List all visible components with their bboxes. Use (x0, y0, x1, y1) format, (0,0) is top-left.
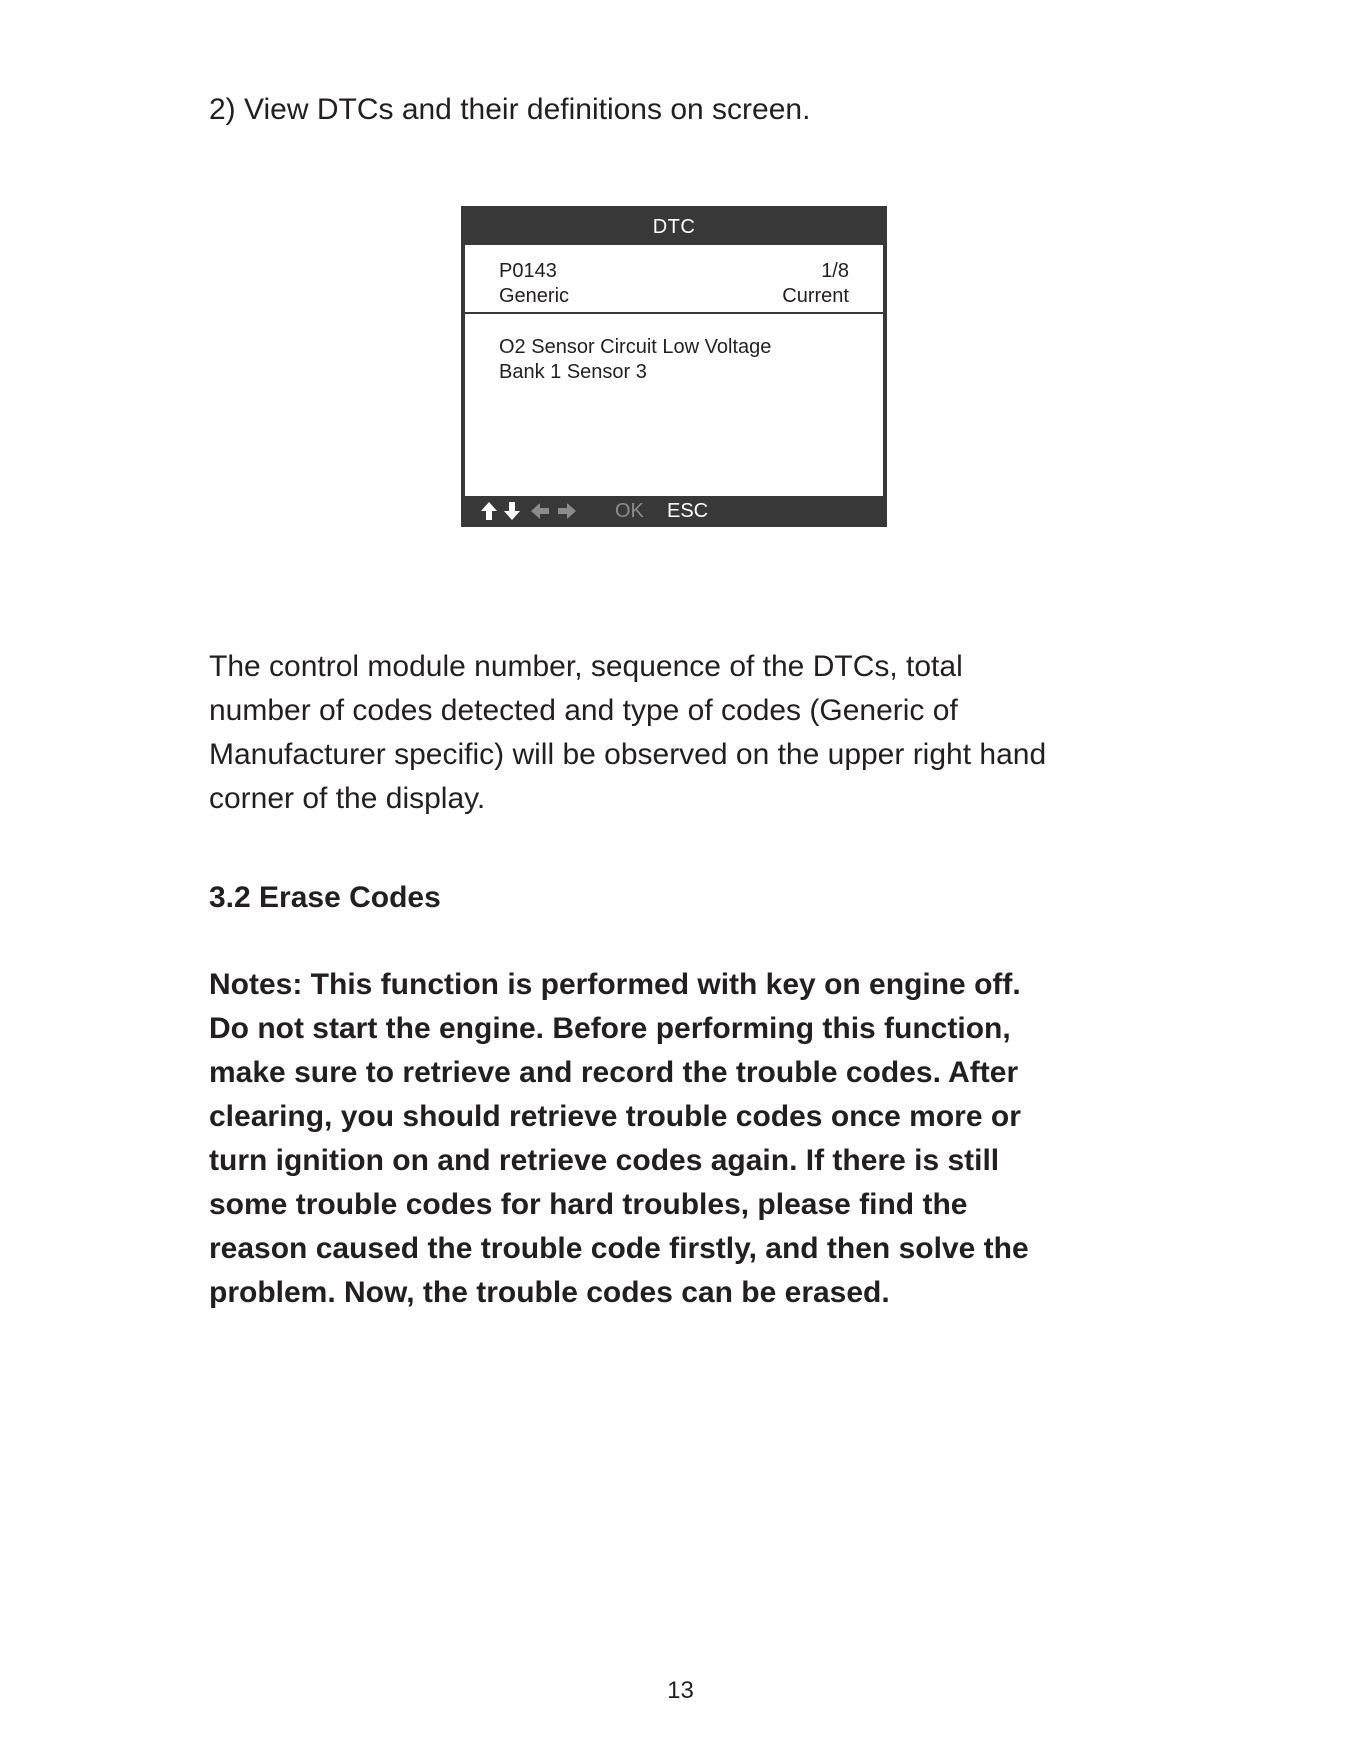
notes-line: some trouble codes for hard troubles, please find the (209, 1188, 968, 1221)
notes-line: Notes: This function is performed with key on engine off. (209, 968, 1021, 1001)
notes-line: problem. Now, the trouble codes can be erased. (209, 1276, 890, 1309)
paragraph-line: number of codes detected and type of codes (Generic of (209, 694, 958, 727)
notes-paragraph (209, 963, 1029, 1315)
screen-title: DTC (652, 216, 696, 238)
screen-footer (461, 496, 887, 527)
intro-text: 2) View DTCs and their definitions on screen. (209, 93, 811, 126)
paragraph-line: The control module number, sequence of the DTCs, total (209, 650, 963, 683)
dtc-definition (499, 335, 863, 385)
definition-line: Bank 1 Sensor 3 (499, 361, 647, 383)
notes-line: Do not start the engine. Before performing this function, (209, 1012, 1011, 1045)
dtc-header-line-1 (499, 258, 849, 284)
definition-line: O2 Sensor Circuit Low Voltage (499, 336, 772, 358)
notes-line: clearing, you should retrieve trouble codes once more or (209, 1100, 1021, 1133)
dtc-status: Current (782, 285, 849, 307)
dtc-header (465, 245, 883, 314)
notes-line: reason caused the trouble code firstly, and then solve the (209, 1232, 1029, 1265)
arrow-left-icon[interactable] (529, 500, 551, 522)
esc-button[interactable]: ESC (667, 500, 709, 522)
notes-line: turn ignition on and retrieve codes again. If there is still (209, 1144, 1000, 1177)
notes-line: make sure to retrieve and record the trouble codes. After (209, 1056, 1019, 1089)
section-title: 3.2 Erase Codes (209, 881, 441, 914)
paragraph-line: Manufacturer specific) will be observed on the upper right hand (209, 738, 1047, 771)
dtc-screen (461, 206, 887, 527)
arrow-right-icon[interactable] (556, 500, 578, 522)
paragraph-line: corner of the display. (209, 782, 486, 815)
dtc-code: P0143 (499, 260, 557, 282)
page-number: 13 (667, 1677, 694, 1704)
dtc-type: Generic (499, 285, 570, 307)
dtc-index: 1/8 (821, 260, 849, 282)
arrow-down-icon[interactable] (501, 500, 523, 522)
arrow-up-icon[interactable] (478, 500, 500, 522)
screen-body (465, 245, 883, 496)
dtc-header-line-2 (499, 283, 849, 309)
description-paragraph (209, 645, 1169, 821)
ok-button[interactable]: OK (615, 500, 644, 522)
